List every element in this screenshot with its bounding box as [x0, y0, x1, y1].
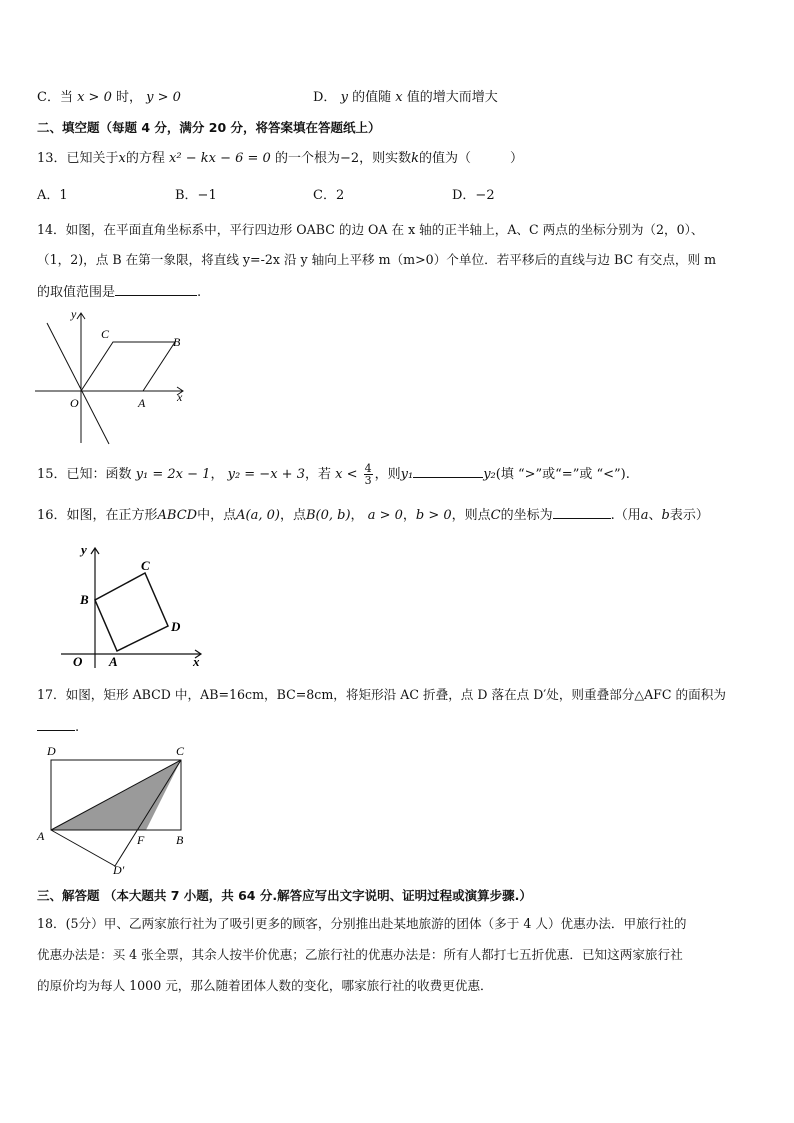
- q17-answer-blank: [37, 717, 75, 731]
- fig16-label-b: B: [80, 592, 89, 607]
- q14-line-3: 的取值范围是 .: [37, 282, 201, 302]
- q15-answer-blank: [413, 464, 483, 478]
- fig16-label-a: A: [109, 654, 118, 669]
- parallelogram-oabc: [81, 342, 175, 391]
- fig14-label-o: O: [70, 396, 79, 410]
- q15-stem: 15．已知：函数 y₁ = 2x − 1， y₂ = −x + 3，若 x < $\frac{4}{3}$ ，则y₁ y₂(填 “>”或“=”或 “<”).: [37, 462, 630, 487]
- fig16-label-d: D: [171, 619, 181, 634]
- fig16-label-y: y: [81, 542, 87, 557]
- fig14-label-x: x: [177, 390, 183, 404]
- q13-option-b: B．−1: [175, 188, 217, 203]
- fig14-label-a: A: [138, 396, 146, 410]
- section-2-heading: 二、填空题（每题 4 分，满分 20 分，将答案填在答题纸上）: [37, 120, 381, 135]
- fraction-four-thirds: $\frac{4}{3}$: [364, 462, 372, 487]
- q18-line-1: 18．(5分）甲、乙两家旅行社为了吸引更多的顾客，分别推出赴某地旅游的团体（多于 4 人）优惠办法．甲旅行社的: [37, 916, 687, 931]
- q17-line-1: 17．如图，矩形 ABCD 中，AB=16cm，BC=8cm，将矩形沿 AC 折叠，点 D 落在点 D′处，则重叠部分△AFC 的面积为: [37, 687, 726, 702]
- fig16-label-c: C: [141, 558, 150, 573]
- q12-option-c: C．当 x > 0 时， y > 0: [37, 90, 181, 105]
- q12-option-d: D． y 的值随 x 值的增大而增大: [313, 90, 498, 105]
- fig17-label-f: F: [137, 833, 145, 847]
- fig17-label-dprime: D′: [113, 863, 125, 875]
- q17-line-2: .: [37, 717, 79, 737]
- q14-answer-blank: [115, 282, 197, 296]
- section-3-heading: 三、解答题 （本大题共 7 小题，共 64 分.解答应写出文字说明、证明过程或演算步骤.）: [37, 888, 532, 903]
- fig14-label-b: B: [173, 335, 181, 349]
- q14-line-1: 14．如图，在平面直角坐标系中，平行四边形 OABC 的边 OA 在 x 轴的正半轴上，A、C 两点的坐标分别为（2，0）、: [37, 222, 704, 237]
- q16-answer-blank: [553, 505, 611, 519]
- q18-line-2: 优惠办法是：买 4 张全票，其余人按半价优惠；乙旅行社的优惠办法是：所有人都打七五折优惠．已知这两家旅行社: [37, 947, 683, 962]
- q16-stem: 16．如图，在正方形ABCD中，点A(a, 0)，点B(0, b)， a > 0，b > 0，则点C的坐标为 .（用a、b表示）: [37, 505, 709, 525]
- q13-option-a: A．1: [37, 188, 68, 203]
- q16-figure: [55, 540, 210, 672]
- fig14-label-y: y: [71, 307, 77, 321]
- fig17-label-d: D: [47, 744, 56, 758]
- line-y-eq-neg2x: [47, 323, 109, 444]
- q17-figure: [33, 740, 198, 875]
- fig16-label-o: O: [73, 654, 83, 669]
- fig17-label-c: C: [176, 744, 185, 758]
- q18-line-3: 的原价均为每人 1000 元，那么随着团体人数的变化，哪家旅行社的收费更优惠．: [37, 978, 493, 993]
- q14-line-2: （1，2)，点 B 在第一象限，将直线 y=-2x 沿 y 轴向上平移 m（m>0）个单位．若平移后的直线与边 BC 有交点，则 m: [37, 252, 717, 267]
- q13-option-c: C．2: [313, 188, 345, 203]
- q13-option-d: D．−2: [452, 188, 495, 203]
- q13-stem: 13．已知关于x的方程 x² − kx − 6 = 0 的一个根为−2，则实数k的值为（ ）: [37, 151, 524, 166]
- square-abcd: [95, 573, 168, 651]
- q14-figure: [35, 303, 195, 445]
- fig16-label-x: x: [193, 654, 200, 669]
- fig14-label-c: C: [101, 327, 110, 341]
- fig17-label-a: A: [37, 829, 45, 843]
- fig17-label-b: B: [176, 833, 184, 847]
